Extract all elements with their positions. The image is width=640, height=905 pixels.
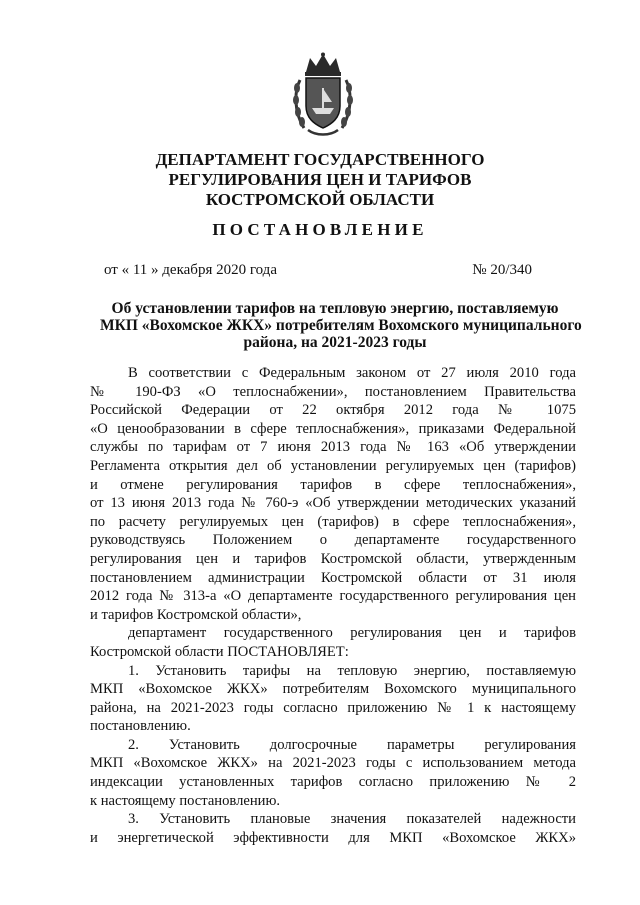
department-line: КОСТРОМСКОЙ ОБЛАСТИ [205, 190, 435, 209]
subject-line: района, на 2021-2023 годы [243, 334, 427, 351]
body-line: Регламента открытия дел об установлении регулируемых цен (тарифов) [90, 457, 576, 474]
document-body [90, 364, 576, 847]
body-line: и энергетической эффективности для МКП «Вохомское ЖКХ» [90, 829, 576, 846]
body-line: МКП «Вохомское ЖКХ» потребителям Вохомского муниципального [90, 681, 576, 698]
body-line: постановлением администрации Костромской области от 31 июля [90, 569, 576, 586]
body-line: и тарифов Костромской области», [90, 606, 302, 623]
body-line: службы по тарифам от 7 июня 2013 года № 163 «Об утверждении [90, 439, 576, 456]
body-line: 3. Установить плановые значения показателей надежности [128, 811, 576, 828]
subject-line: Об установлении тарифов на тепловую энергию, поставляемую [111, 300, 559, 317]
department-line: ДЕПАРТАМЕНТ ГОСУДАРСТВЕННОГО [155, 150, 485, 169]
body-line: и отмене регулирования тарифов в сфере теплоснабжения», [90, 476, 576, 493]
body-line: регулирования цен и тарифов Костромской области, утвержденным [90, 550, 576, 567]
department-line: РЕГУЛИРОВАНИЯ ЦЕН И ТАРИФОВ [168, 170, 472, 189]
document-number: № 20/340 [472, 262, 532, 278]
document-date: от « 11 » декабря 2020 года [104, 262, 277, 278]
body-line: 1. Установить тарифы на тепловую энергию, поставляемую [128, 662, 576, 679]
body-line: 2. Установить долгосрочные параметры регулирования [128, 736, 576, 753]
body-line: к настоящему постановлению. [90, 792, 281, 809]
body-line: района, на 2021-2023 годы согласно приложению № 1 к настоящему [90, 699, 576, 716]
body-line: Российской Федерации от 22 октября 2012 года № 1075 [90, 402, 576, 419]
body-line: № 190-ФЗ «О теплоснабжении», постановлением Правительства [90, 383, 576, 400]
body-line: Костромской области ПОСТАНОВЛЯЕТ: [90, 643, 349, 660]
body-line: В соответствии с Федеральным законом от 27 июля 2010 года [128, 365, 576, 381]
body-line: руководствуясь Положением о департаменте государственного [90, 532, 576, 549]
body-line: постановлению. [90, 718, 191, 735]
body-line: 2012 года № 313-а «О департаменте государственного регулирования цен [90, 588, 576, 605]
department-name [0, 150, 640, 210]
document-type-title: ПОСТАНОВЛЕНИЕ [212, 220, 428, 239]
body-line: МКП «Вохомское ЖКХ» на 2021-2023 годы с использованием метода [90, 755, 576, 772]
body-line: от 13 июня 2013 года № 760-э «Об утверждении методических указаний [90, 495, 576, 512]
subject-line: МКП «Вохомское ЖКХ» потребителям Вохомского муниципального [100, 317, 582, 334]
body-line: «О ценообразовании в сфере теплоснабжения», приказами Федеральной [90, 420, 576, 437]
kostroma-region-coat-of-arms-icon [292, 52, 354, 136]
body-line: индексации установленных тарифов согласно приложению № 2 [90, 774, 576, 791]
body-line: департамент государственного регулирования цен и тарифов [128, 625, 576, 642]
document-subject [100, 300, 582, 351]
body-line: по расчету регулируемых цен (тарифов) в сфере теплоснабжения», [90, 513, 576, 530]
